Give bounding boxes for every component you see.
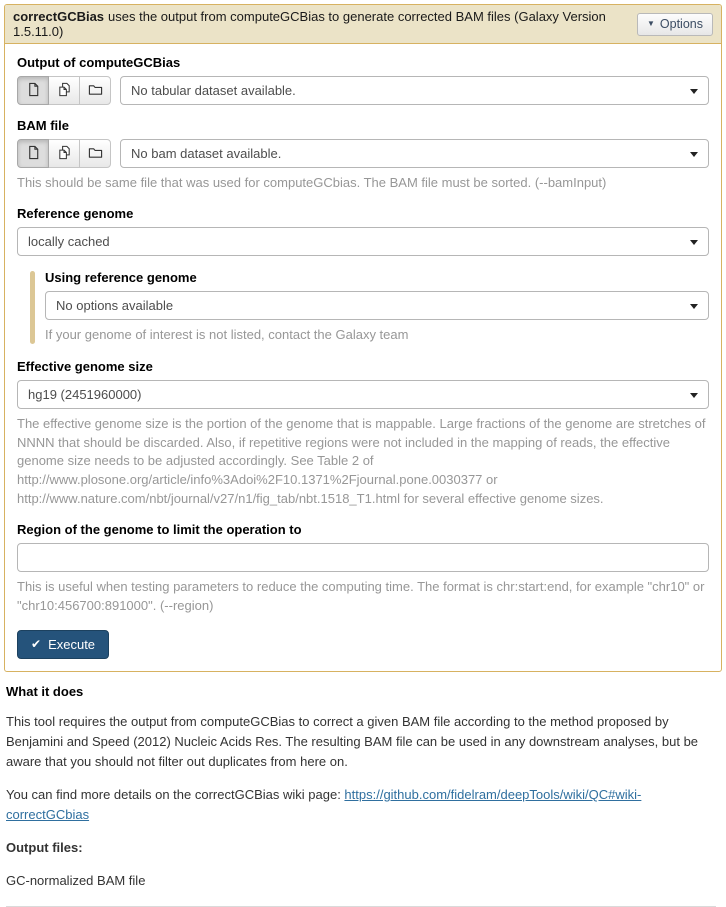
execute-button[interactable]	[17, 630, 109, 659]
output-files-heading: Output files:	[6, 840, 83, 856]
subsection-indent-bar	[30, 271, 35, 344]
field-help-text: If your genome of interest is not listed, contact the Galaxy team	[45, 326, 409, 342]
field-label: BAM file	[17, 118, 69, 133]
field-help-text: The effective genome size is the portion of the genome that is mappable. Large fractions of the genome are stretches of NNNN that should be discarded. Also, if repetitive regions were not included in the mapping of reads, the effective genome size needs to be adjusted accordingly. See Table 2 of http://www.plosone.org/article/info%3Adoi%2F10.1371%2Fjournal.pone.0030377 or http://www.nature.com/nbt/journal/v27/n1/fig_tab/nbt.1518_T1.html for several effective genome sizes.	[17, 415, 706, 507]
field-label: Using reference genome	[45, 269, 197, 285]
field-reference-genome	[17, 206, 709, 256]
multiple-datasets-button[interactable]	[48, 76, 80, 105]
field-label: Output of computeGCBias	[17, 55, 181, 70]
folder-icon	[88, 145, 103, 163]
caret-down-icon: ▼	[646, 18, 655, 28]
single-dataset-button[interactable]	[17, 139, 49, 168]
conditional-subsection	[30, 270, 709, 345]
multiple-datasets-button[interactable]	[48, 139, 80, 168]
dataset-source-button-group	[17, 76, 111, 105]
copy-icon	[57, 145, 72, 163]
file-icon	[26, 145, 41, 163]
options-button[interactable]	[637, 13, 713, 36]
field-help-text: This is useful when testing parameters to reduce the computing time. The format is chr:start:end, for example "chr10" or "chr10:456700:891000". (--region)	[17, 578, 705, 613]
execute-button-label: Execute	[48, 636, 96, 652]
dropdown-caret-icon	[690, 393, 698, 398]
field-gcbias-output	[17, 55, 709, 105]
tool-description: uses the output from computeGCBias to generate corrected BAM files (Galaxy Version 1.5.11.0)	[13, 9, 606, 39]
copy-icon	[57, 82, 72, 100]
wiki-line	[6, 785, 716, 825]
field-bam-file	[17, 118, 709, 193]
selected-option: No options available	[56, 297, 174, 313]
reference-genome-select[interactable]	[17, 227, 709, 256]
single-dataset-button[interactable]	[17, 76, 49, 105]
selected-option: hg19 (2451960000)	[28, 386, 142, 402]
field-region	[17, 522, 709, 616]
field-effective-genome-size	[17, 359, 709, 509]
file-icon	[26, 82, 41, 100]
dataset-collection-button[interactable]	[79, 76, 111, 105]
bam-file-select[interactable]	[120, 139, 709, 168]
wiki-line-prefix: You can find more details on the correctGCBias wiki page:	[6, 787, 345, 803]
tool-help-section	[0, 672, 726, 907]
check-icon: ✔	[31, 637, 42, 652]
selected-option: No bam dataset available.	[131, 146, 282, 161]
dataset-collection-button[interactable]	[79, 139, 111, 168]
bottom-divider	[6, 906, 716, 907]
folder-icon	[88, 82, 103, 100]
dropdown-caret-icon	[690, 89, 698, 94]
tool-page	[0, 4, 726, 907]
field-label: Effective genome size	[17, 358, 153, 374]
tool-name: correctGCBias	[13, 9, 105, 24]
field-help-text: This should be same file that was used for computeGCbias. The BAM file must be sorted. (--bamInput)	[17, 175, 607, 190]
what-it-does-heading: What it does	[6, 683, 84, 699]
tool-form-body	[5, 44, 721, 671]
selected-option: No tabular dataset available.	[131, 83, 296, 98]
field-using-reference-genome	[45, 270, 709, 345]
dataset-source-button-group	[17, 139, 111, 168]
options-button-label: Options	[659, 16, 703, 31]
output-file-item: GC-normalized BAM file	[6, 873, 146, 889]
dropdown-caret-icon	[690, 304, 698, 309]
selected-option: locally cached	[28, 233, 110, 249]
wiki-link[interactable]: https://github.com/fidelram/deepTools/wiki/QC#wiki-correctGCbias	[6, 787, 642, 823]
field-label: Reference genome	[17, 205, 134, 221]
effective-genome-size-select[interactable]	[17, 380, 709, 409]
tool-form-panel	[4, 4, 722, 672]
dropdown-caret-icon	[690, 152, 698, 157]
region-input[interactable]	[17, 543, 709, 572]
gcbias-output-select[interactable]	[120, 76, 709, 105]
tool-title	[13, 9, 637, 39]
field-label: Region of the genome to limit the operation to	[17, 521, 302, 537]
tool-help-paragraph: This tool requires the output from computeGCBias to correct a given BAM file according to the method proposed by Benjamini and Speed (2012) Nucleic Acids Res. The resulting BAM file can be used in any downstream analyses, but be aware that you should not filter out duplicates from here on.	[6, 713, 699, 769]
dropdown-caret-icon	[690, 240, 698, 245]
using-reference-genome-select[interactable]	[45, 291, 709, 320]
tool-form-header	[5, 5, 721, 44]
